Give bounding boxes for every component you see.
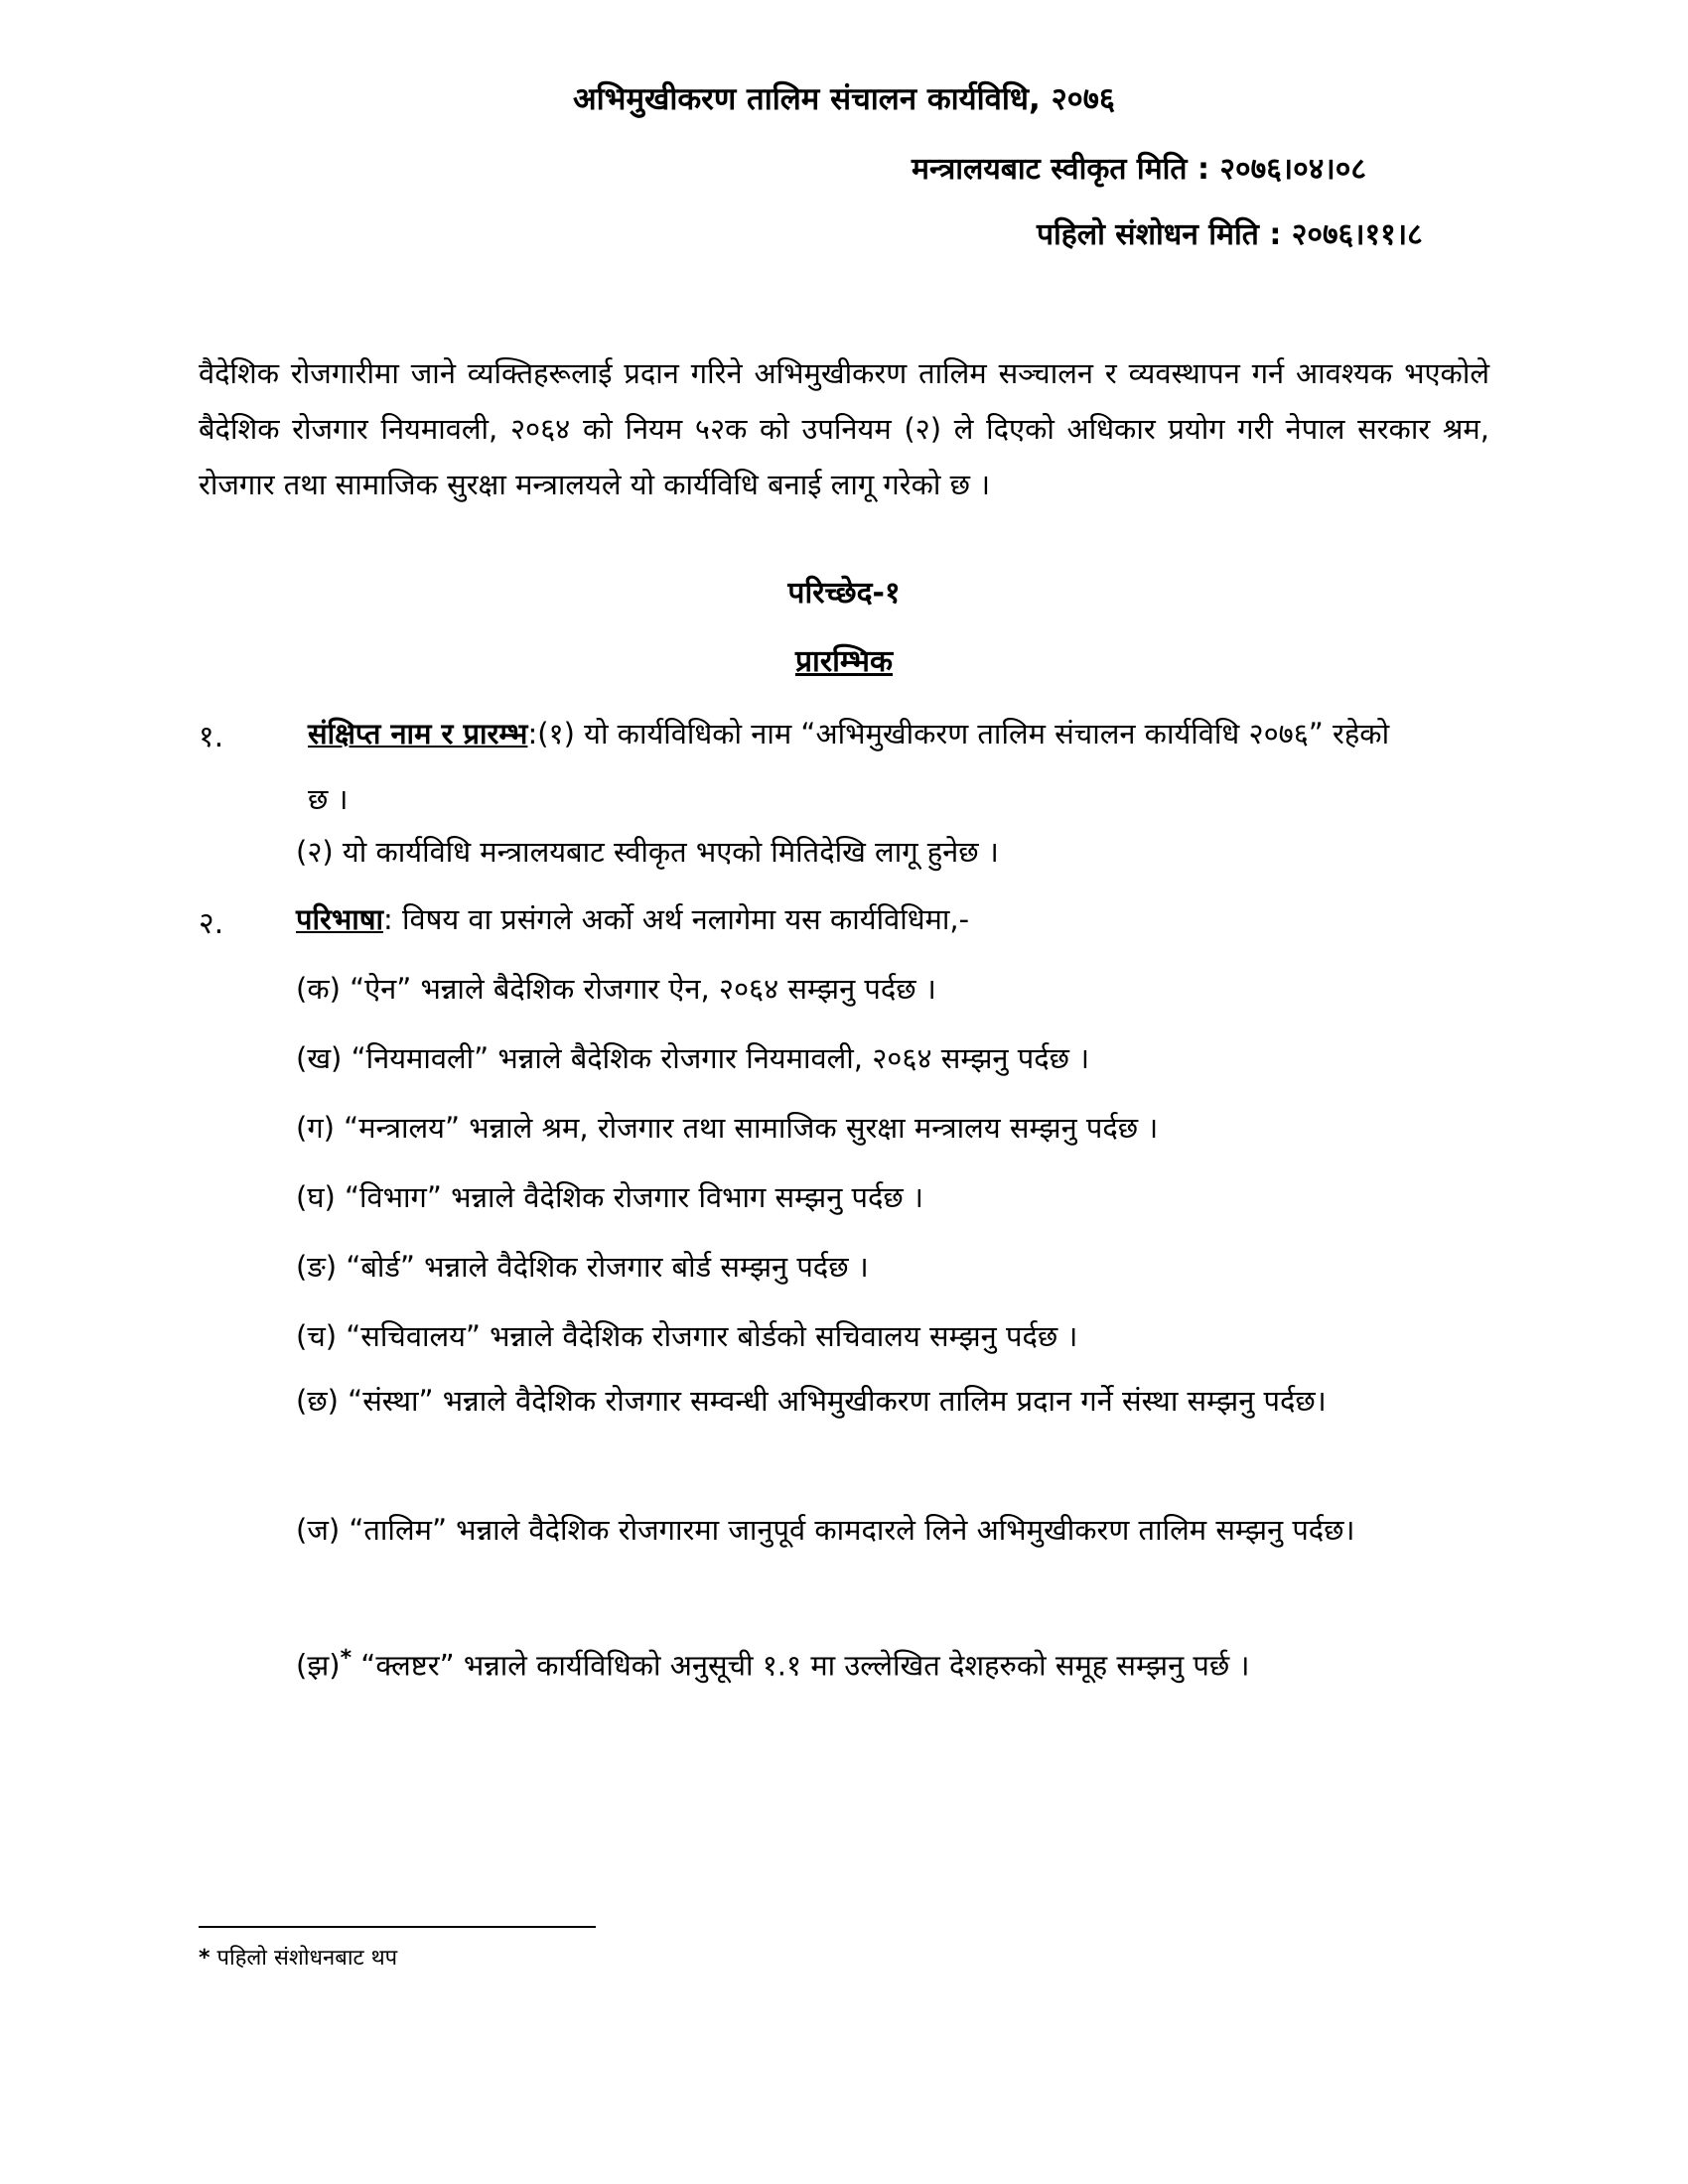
amendment-date: पहिलो संशोधन मिति : २०७६।११।८ — [1037, 217, 1423, 252]
approval-date: मन्त्रालयबाट स्वीकृत मिति : २०७६।०४।०८ — [912, 152, 1366, 187]
definition-item-nga: (ङ) “बोर्ड” भन्नाले वैदेशिक रोजगार बोर्ड सम्झनु पर्दछ । — [296, 1250, 869, 1284]
definition-item-cha: (च) “सचिवालय” भन्नाले वैदेशिक रोजगार बोर्डको सचिवालय सम्झनु पर्दछ । — [296, 1319, 1078, 1353]
definition-item-chha: (छ) “संस्था” भन्नाले वैदेशिक रोजगार सम्वन्धी अभिमुखीकरण तालिम प्रदान गर्ने संस्था सम्झनु पर्दछ। — [296, 1384, 1327, 1418]
chapter-number: परिच्छेद-१ — [787, 576, 901, 611]
amendment-mark: * — [340, 1646, 352, 1671]
section-1-block — [308, 701, 1400, 832]
footnote-divider — [199, 1926, 596, 1928]
preamble-paragraph: वैदेशिक रोजगारीमा जाने व्यक्तिहरूलाई प्रदान गरिने अभिमुखीकरण तालिम सञ्चालन र व्यवस्थापन गर्न आवश्यक भएकोले बैदेशिक रोजगार नियमावली, २०६४ को नियम ५२क को उपनियम (२) ले दिएको अधिकार प्रयोग गरी नेपाल सरकार श्रम, रोजगार तथा सामाजिक सुरक्षा मन्त्रालयले यो कार्यविधि बनाई लागू गरेको छ । — [199, 356, 1489, 501]
section-2-title: परिभाषा — [296, 902, 384, 936]
footnote-text: पहिलो संशोधनबाट थप — [216, 1946, 398, 1971]
section-1-number: १. — [199, 720, 224, 754]
definition-item-jha — [296, 1628, 1487, 1697]
section-1-title: संक्षिप्त नाम र प्रारम्भ — [308, 717, 528, 751]
definition-item-jha-label: (झ) — [296, 1648, 341, 1683]
section-2-heading — [296, 899, 969, 938]
definition-item-kha: (ख) “नियमावली” भन्नाले बैदेशिक रोजगार नियमावली, २०६४ सम्झनु पर्दछ । — [296, 1041, 1090, 1075]
footnote-mark: * — [199, 1946, 211, 1971]
section-2-number: २. — [199, 906, 224, 941]
definition-item-ga: (ग) “मन्त्रालय” भन्नाले श्रम, रोजगार तथा सामाजिक सुरक्षा मन्त्रालय सम्झनु पर्दछ । — [296, 1111, 1159, 1145]
definition-item-ja: (ज) “तालिम” भन्नाले वैदेशिक रोजगारमा जानुपूर्व कामदारले लिने अभिमुखीकरण तालिम सम्झनु पर्दछ। — [296, 1513, 1355, 1547]
section-1-sub2: (२) यो कार्यविधि मन्त्रालयबाट स्वीकृत भएको मितिदेखि लागू हुनेछ । — [296, 835, 999, 869]
definition-item-gha: (घ) “विभाग” भन्नाले वैदेशिक रोजगार विभाग सम्झनु पर्दछ । — [296, 1180, 923, 1214]
definition-item-ka: (क) “ऐन” भन्नाले बैदेशिक रोजगार ऐन, २०६४ सम्झनु पर्दछ । — [296, 972, 936, 1006]
chapter-name: प्रारम्भिक — [794, 644, 893, 679]
footnote — [199, 1942, 397, 1972]
definition-item-jha-text: “क्लष्टर” भन्नाले कार्यविधिको अनुसूची १.१ मा उल्लेखित देशहरुको समूह सम्झनु पर्छ । — [360, 1648, 1250, 1683]
section-2-intro: : विषय वा प्रसंगले अर्को अर्थ नलागेमा यस कार्यविधिमा,- — [383, 902, 970, 936]
section-1-sub1: :(१) यो कार्यविधिको नाम “अभिमुखीकरण तालिम संचालन कार्यविधि २०७६” रहेको छ । — [308, 717, 1390, 816]
document-title: अभिमुखीकरण तालिम संचालन कार्यविधि, २०७६ — [572, 81, 1116, 117]
